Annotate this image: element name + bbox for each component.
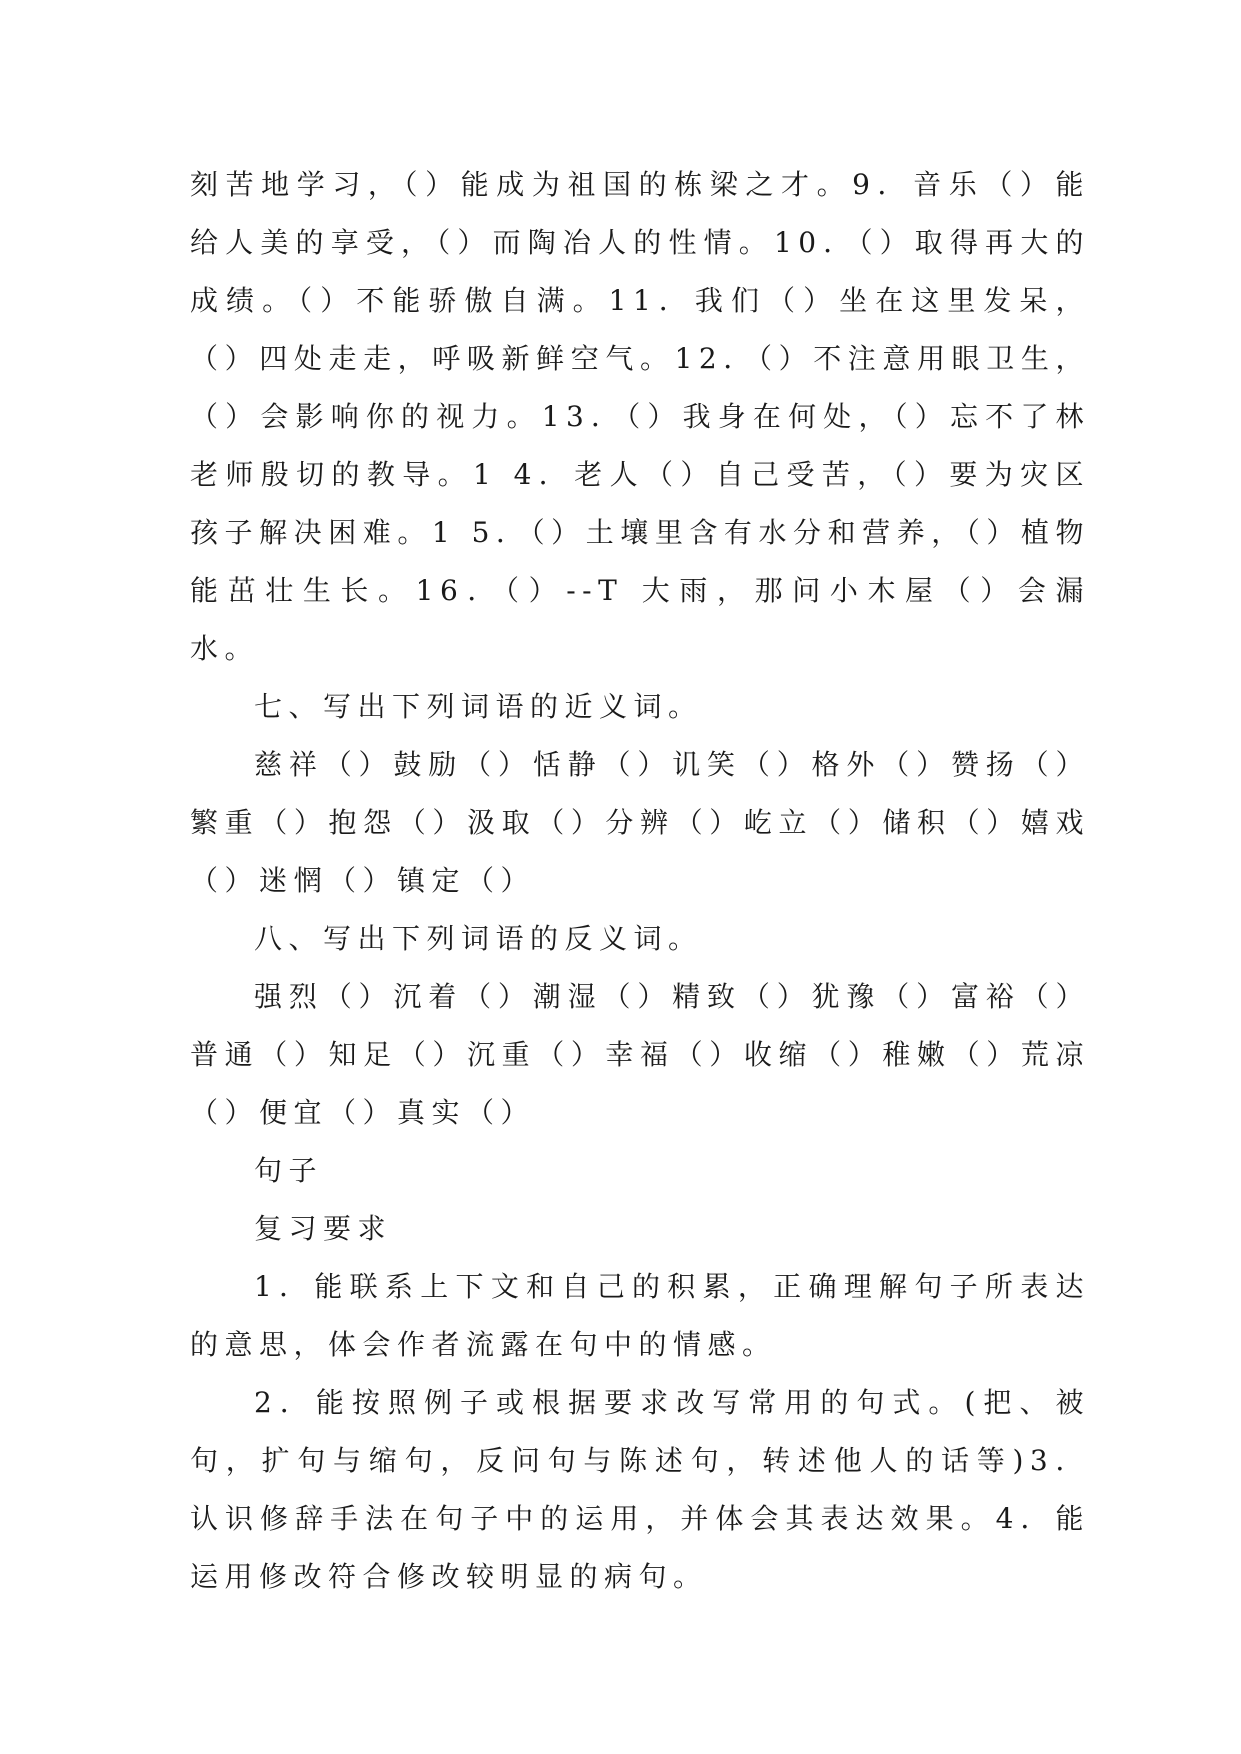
heading-sentences: 句子 [254, 1154, 324, 1187]
paragraph-synonym-words: 慈祥（）鼓励（）恬静（）讥笑（）格外（）赞扬（）繁重（）抱怨（）汲取（）分辨（）屹立（）储积（）嬉戏（）迷惘（）镇定（） [190, 748, 1090, 897]
heading-synonyms: 七、写出下列词语的近义词。 [254, 690, 703, 723]
document-body [190, 156, 1090, 1606]
heading-review-requirements: 复习要求 [254, 1212, 393, 1245]
paragraph-fill-blanks: 刻苦地学习，（）能成为祖国的栋梁之才。9．音乐（）能给人美的享受，（）而陶冶人的性情。10．（）取得再大的成绩。（）不能骄傲自满。11．我们（）坐在这里发呆，（）四处走走，呼吸新鲜空气。12．（）不注意用眼卫生，（）会影响你的视力。13．（）我身在何处，（）忘不了林老师殷切的教导。1 4．老人（）自己受苦，（）要为灾区孩子解决困难。1 5．（）土壤里含有水分和营养，（）植物能茁壮生长。16．（）--T 大雨，那问小木屋（）会漏水。 [190, 168, 1090, 665]
requirement-item-2: 2．能按照例子或根据要求改写常用的句式。(把、被句，扩句与缩句，反问句与陈述句，转述他人的话等)3．认识修辞手法在句子中的运用，并体会其表达效果。4．能运用修改符合修改较明显的病句。 [190, 1386, 1090, 1593]
paragraph-antonym-words: 强烈（）沉着（）潮湿（）精致（）犹豫（）富裕（）普通（）知足（）沉重（）幸福（）收缩（）稚嫩（）荒凉（）便宜（）真实（） [190, 980, 1090, 1129]
heading-antonyms: 八、写出下列词语的反义词。 [254, 922, 703, 955]
requirement-item-1: 1．能联系上下文和自己的积累，正确理解句子所表达的意思，体会作者流露在句中的情感。 [190, 1270, 1090, 1361]
